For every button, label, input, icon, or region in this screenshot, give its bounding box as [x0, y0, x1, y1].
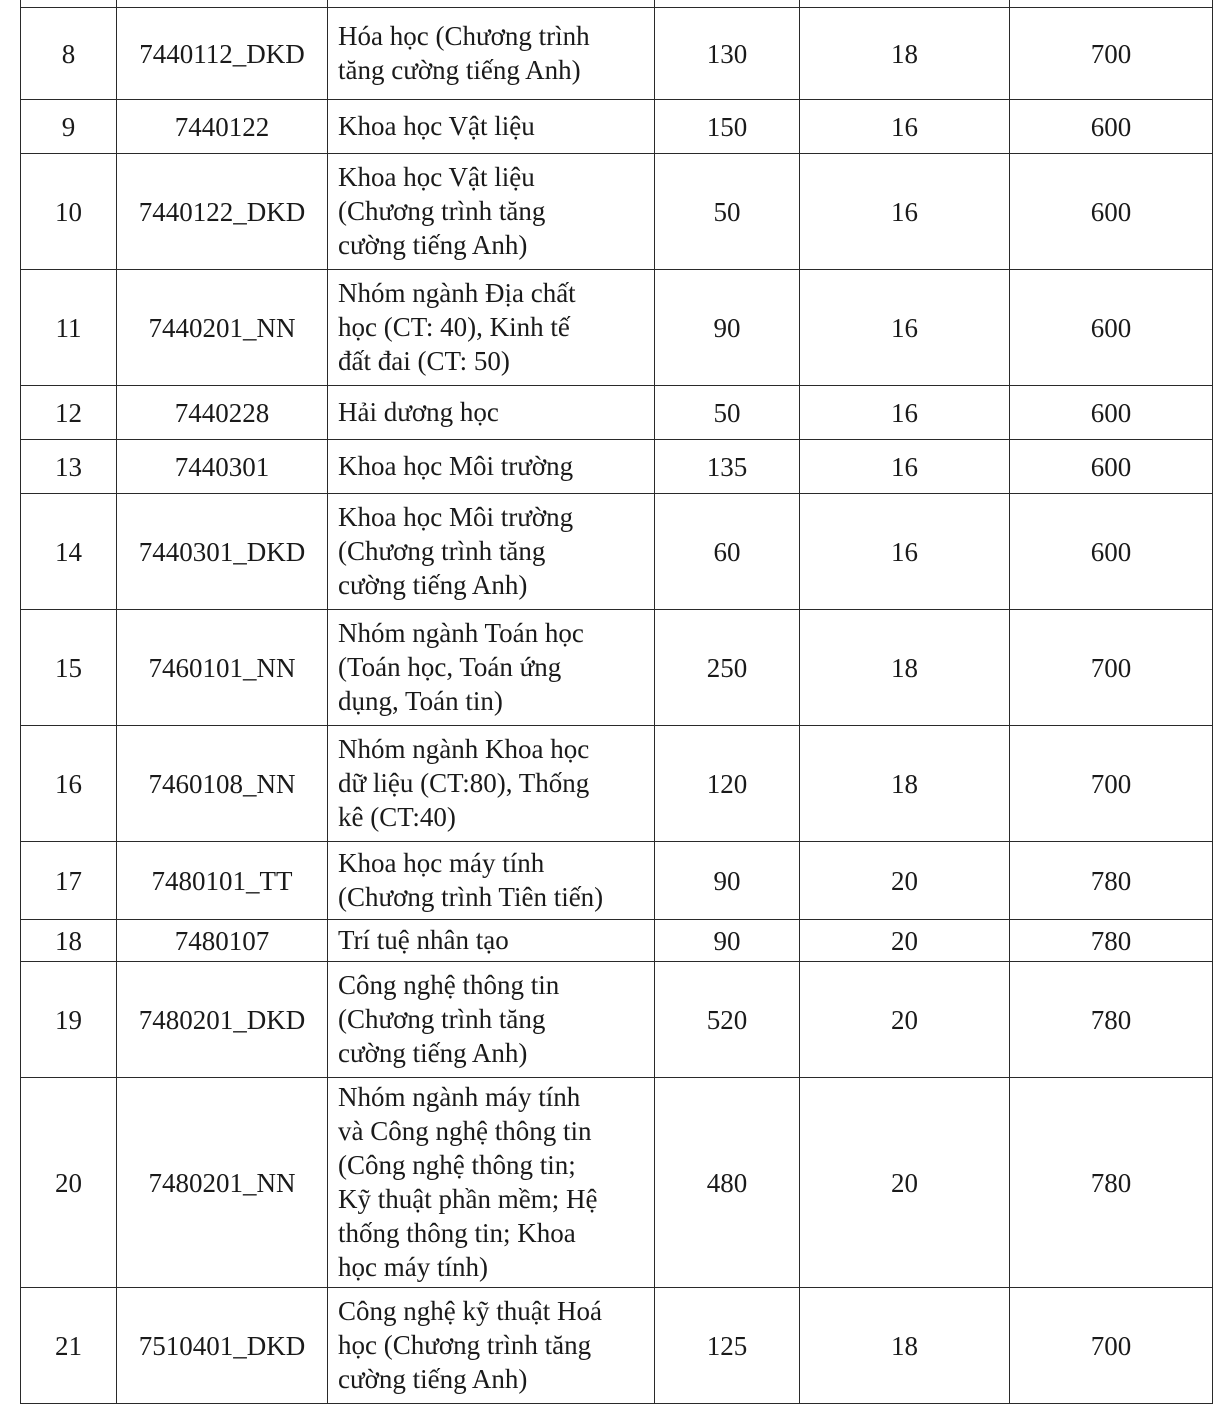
- fee-cell: 600: [1010, 494, 1213, 610]
- credits-cell: 18: [800, 1288, 1010, 1404]
- credits-cell: 18: [800, 8, 1010, 100]
- quota-cell: 90: [655, 920, 800, 962]
- program-name-line: tăng cường tiếng Anh): [338, 55, 581, 85]
- credits-cell: 20: [800, 920, 1010, 962]
- table-row: [21, 1288, 1213, 1404]
- credits-cell: 20: [800, 842, 1010, 920]
- fee-cell: 780: [1010, 920, 1213, 962]
- program-name-line: Hóa học (Chương trình: [338, 21, 590, 51]
- program-table: [20, 0, 1213, 1404]
- program-name-line: (Chương trình Tiên tiến): [338, 882, 604, 912]
- row-number-cell: 19: [21, 962, 117, 1078]
- program-code-cell: [117, 0, 328, 8]
- fee-cell: 600: [1010, 440, 1213, 494]
- program-name-cell: [328, 100, 655, 154]
- program-code-cell: 7440228: [117, 386, 328, 440]
- program-name-line: và Công nghệ thông tin: [338, 1116, 592, 1146]
- program-code-cell: 7480201_DKD: [117, 962, 328, 1078]
- row-number-cell: 9: [21, 100, 117, 154]
- quota-cell: 520: [655, 962, 800, 1078]
- row-number-cell: 17: [21, 842, 117, 920]
- table-row: [21, 270, 1213, 386]
- table-row: [21, 100, 1213, 154]
- fee-cell: 600: [1010, 154, 1213, 270]
- program-name-line: Kỹ thuật phần mềm; Hệ: [338, 1184, 598, 1214]
- program-name-line: (Chương trình tăng: [338, 196, 546, 226]
- row-number-cell: [21, 0, 117, 8]
- program-name-cell: [328, 726, 655, 842]
- program-name-line: (Chương trình tăng: [338, 536, 546, 566]
- fee-cell: 780: [1010, 1078, 1213, 1288]
- row-number-cell: 12: [21, 386, 117, 440]
- quota-cell: 60: [655, 494, 800, 610]
- program-name-line: dụng, Toán tin): [338, 686, 503, 716]
- program-name-cell: [328, 8, 655, 100]
- quota-cell: 480: [655, 1078, 800, 1288]
- program-name-line: Công nghệ thông tin: [338, 970, 560, 1000]
- row-number-cell: 21: [21, 1288, 117, 1404]
- program-name-line: thống thông tin; Khoa: [338, 1218, 576, 1248]
- program-name-line: học (Chương trình tăng: [338, 1330, 592, 1360]
- table-row: [21, 726, 1213, 842]
- program-name-cell: [328, 386, 655, 440]
- program-name-line: dữ liệu (CT:80), Thống: [338, 768, 590, 798]
- program-name-line: kê (CT:40): [338, 802, 456, 832]
- program-name-line: Khoa học Môi trường: [338, 502, 574, 532]
- program-code-cell: 7440301_DKD: [117, 494, 328, 610]
- credits-cell: 16: [800, 270, 1010, 386]
- credits-cell: 16: [800, 386, 1010, 440]
- program-name-line: cường tiếng Anh): [338, 1038, 528, 1068]
- fee-cell: 700: [1010, 610, 1213, 726]
- program-name-line: Nhóm ngành máy tính: [338, 1082, 581, 1112]
- program-code-cell: 7440122_DKD: [117, 154, 328, 270]
- credits-cell: 20: [800, 1078, 1010, 1288]
- program-code-cell: 7460108_NN: [117, 726, 328, 842]
- fee-cell: 600: [1010, 100, 1213, 154]
- program-name-cell: [328, 842, 655, 920]
- program-name-line: Khoa học Vật liệu: [338, 111, 535, 141]
- credits-cell: 20: [800, 962, 1010, 1078]
- program-code-cell: 7460101_NN: [117, 610, 328, 726]
- table-row: [21, 8, 1213, 100]
- credits-cell: 16: [800, 440, 1010, 494]
- fee-cell: 700: [1010, 8, 1213, 100]
- program-name-line: (Toán học, Toán ứng: [338, 652, 562, 682]
- quota-cell: 50: [655, 386, 800, 440]
- table-row: [21, 920, 1213, 962]
- credits-cell: 18: [800, 610, 1010, 726]
- program-name-cell: [328, 920, 655, 962]
- program-name-cell: [328, 270, 655, 386]
- credits-cell: [800, 0, 1010, 8]
- program-name-line: Nhóm ngành Khoa học: [338, 734, 590, 764]
- program-code-cell: 7440122: [117, 100, 328, 154]
- program-name-cell: [328, 1078, 655, 1288]
- program-code-cell: 7480107: [117, 920, 328, 962]
- program-name-cell: [328, 610, 655, 726]
- quota-cell: 250: [655, 610, 800, 726]
- fee-cell: 780: [1010, 962, 1213, 1078]
- program-name-line: Nhóm ngành Địa chất: [338, 278, 576, 308]
- quota-cell: 150: [655, 100, 800, 154]
- program-name-line: Khoa học Vật liệu: [338, 162, 535, 192]
- row-number-cell: 14: [21, 494, 117, 610]
- program-name-line: Trí tuệ nhân tạo: [338, 925, 509, 955]
- fee-cell: 780: [1010, 842, 1213, 920]
- credits-cell: 16: [800, 494, 1010, 610]
- program-code-cell: 7440112_DKD: [117, 8, 328, 100]
- row-number-cell: 15: [21, 610, 117, 726]
- credits-cell: 16: [800, 100, 1010, 154]
- table-row: [21, 494, 1213, 610]
- program-name-line: (Công nghệ thông tin;: [338, 1150, 576, 1180]
- table-row: [21, 386, 1213, 440]
- credits-cell: 16: [800, 154, 1010, 270]
- table-row: [21, 1078, 1213, 1288]
- fee-cell: 700: [1010, 1288, 1213, 1404]
- program-name-line: (Chương trình tăng: [338, 1004, 546, 1034]
- fee-cell: 600: [1010, 270, 1213, 386]
- quota-cell: [655, 0, 800, 8]
- fee-cell: 700: [1010, 726, 1213, 842]
- table-row: [21, 842, 1213, 920]
- row-number-cell: 8: [21, 8, 117, 100]
- table-row: [21, 610, 1213, 726]
- row-number-cell: 13: [21, 440, 117, 494]
- quota-cell: 130: [655, 8, 800, 100]
- program-name-line: Hải dương học: [338, 397, 499, 427]
- program-code-cell: 7480201_NN: [117, 1078, 328, 1288]
- program-code-cell: 7440201_NN: [117, 270, 328, 386]
- quota-cell: 125: [655, 1288, 800, 1404]
- program-name-cell: [328, 154, 655, 270]
- table-row: [21, 0, 1213, 8]
- row-number-cell: 10: [21, 154, 117, 270]
- row-number-cell: 11: [21, 270, 117, 386]
- program-name-line: cường tiếng Anh): [338, 230, 528, 260]
- program-name-cell: [328, 494, 655, 610]
- table-row: [21, 962, 1213, 1078]
- program-name-line: Khoa học Môi trường: [338, 451, 574, 481]
- credits-cell: 18: [800, 726, 1010, 842]
- program-name-cell: [328, 1288, 655, 1404]
- program-name-line: học máy tính): [338, 1252, 488, 1282]
- row-number-cell: 20: [21, 1078, 117, 1288]
- program-name-line: cường tiếng Anh): [338, 570, 528, 600]
- program-name-line: Công nghệ kỹ thuật Hoá: [338, 1296, 602, 1326]
- program-name-line: Nhóm ngành Toán học: [338, 618, 584, 648]
- quota-cell: 90: [655, 270, 800, 386]
- quota-cell: 135: [655, 440, 800, 494]
- table-row: [21, 440, 1213, 494]
- quota-cell: 50: [655, 154, 800, 270]
- program-name-line: cường tiếng Anh): [338, 1364, 528, 1394]
- table-row: [21, 154, 1213, 270]
- row-number-cell: 18: [21, 920, 117, 962]
- fee-cell: [1010, 0, 1213, 8]
- program-name-cell: [328, 440, 655, 494]
- program-code-cell: 7510401_DKD: [117, 1288, 328, 1404]
- quota-cell: 120: [655, 726, 800, 842]
- fee-cell: 600: [1010, 386, 1213, 440]
- program-code-cell: 7440301: [117, 440, 328, 494]
- program-name-line: đất đai (CT: 50): [338, 346, 510, 376]
- program-code-cell: 7480101_TT: [117, 842, 328, 920]
- program-table-body: [21, 0, 1213, 1404]
- program-name-cell: [328, 962, 655, 1078]
- row-number-cell: 16: [21, 726, 117, 842]
- program-name-line: học (CT: 40), Kinh tế: [338, 312, 570, 342]
- quota-cell: 90: [655, 842, 800, 920]
- program-name-cell: [328, 0, 655, 8]
- program-name-line: Khoa học máy tính: [338, 848, 545, 878]
